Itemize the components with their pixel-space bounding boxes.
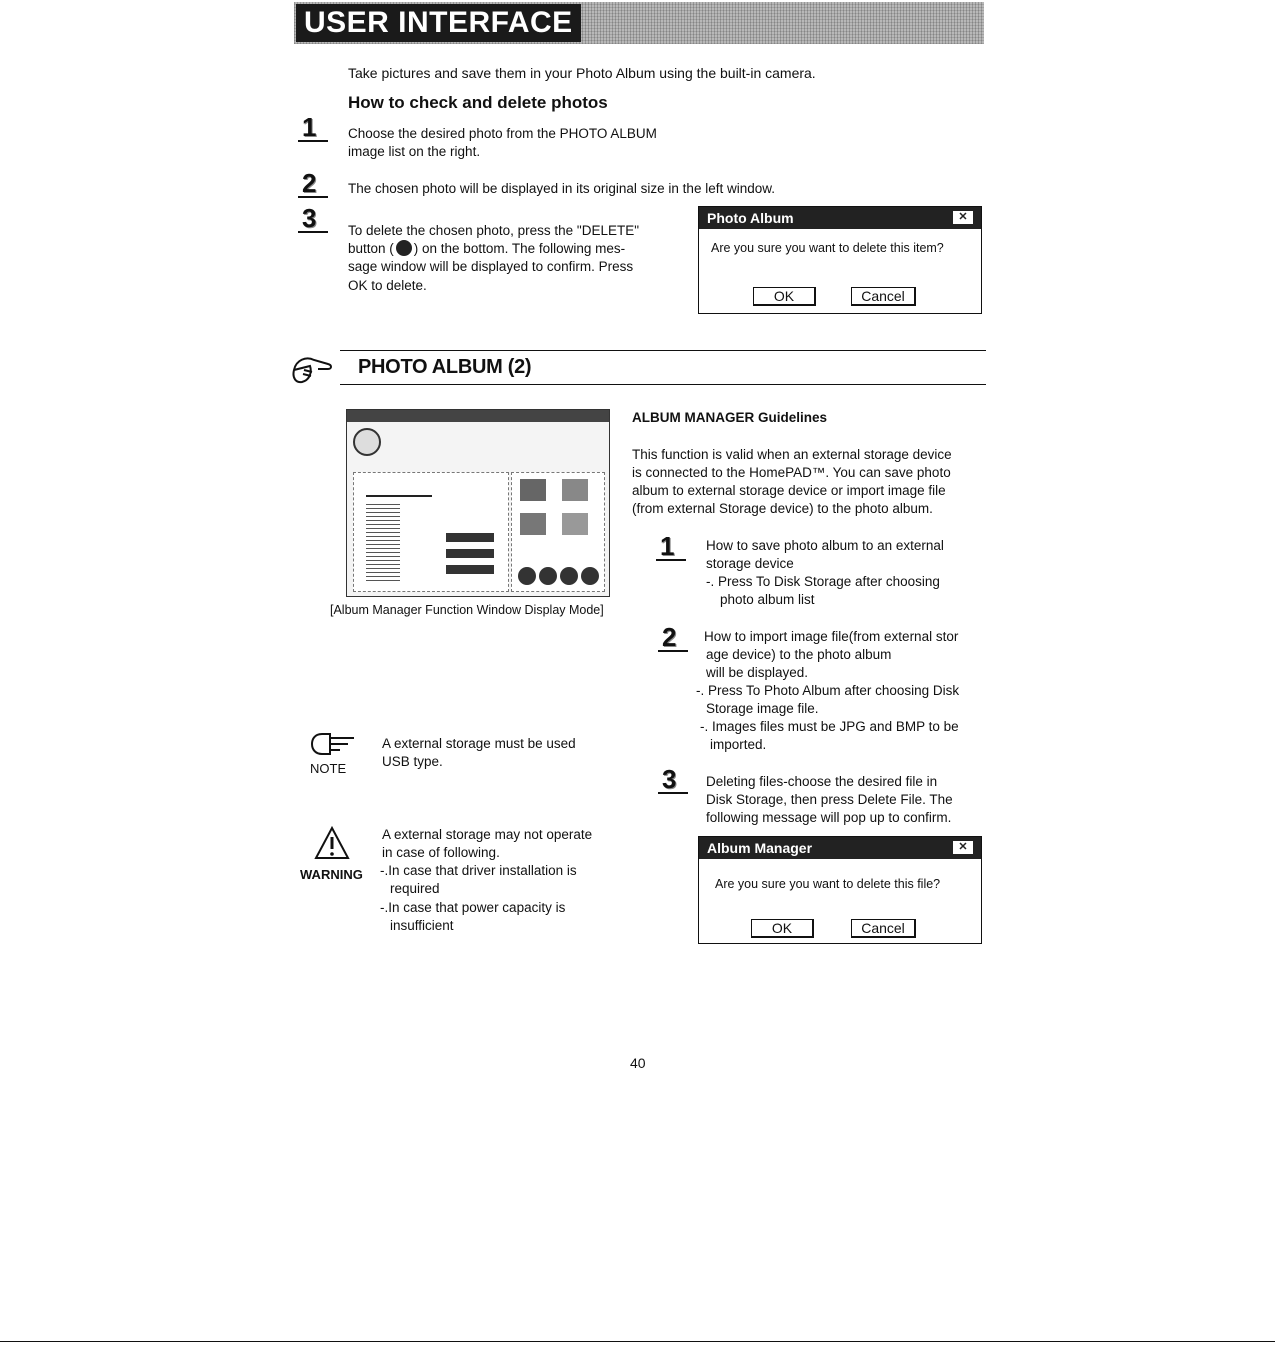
- guide-para-1: This function is valid when an external storage device: [632, 447, 952, 462]
- warning-icon: [314, 826, 350, 860]
- warning-label: WARNING: [300, 867, 363, 882]
- intro-text: Take pictures and save them in your Photo Album using the built-in camera.: [348, 65, 816, 81]
- guide-para-3: album to external storage device or import image file: [632, 483, 946, 498]
- dialog-title: Photo Album: [707, 210, 794, 226]
- screenshot-logo-icon: [353, 428, 381, 456]
- ok-button[interactable]: OK: [753, 287, 816, 306]
- screenshot-left-panel: [353, 472, 509, 592]
- page-header-title: USER INTERFACE: [296, 4, 581, 42]
- step-1-line-1: Choose the desired photo from the PHOTO ALBUM: [348, 126, 657, 141]
- album-step-2-line-6: -. Images files must be JPG and BMP to be: [700, 719, 959, 734]
- hand-icon: [290, 352, 334, 386]
- cancel-button[interactable]: Cancel: [851, 287, 916, 306]
- album-step-1-line-1: How to save photo album to an external: [706, 538, 944, 553]
- album-step-2-line-1: How to import image file(from external stor: [704, 629, 959, 644]
- step-3-line-3: sage window will be displayed to confirm. Press: [348, 259, 634, 274]
- warning-line-4: required: [390, 881, 440, 896]
- step-3-button-suffix: ) on the bottom. The following mes-: [413, 241, 626, 256]
- screenshot-thumb-4: [562, 513, 588, 535]
- album-step-1-line-2: storage device: [706, 556, 794, 571]
- page-number: 40: [630, 1055, 646, 1071]
- delete-icon: [396, 240, 412, 256]
- album-dialog-close-icon[interactable]: ✕: [953, 841, 973, 854]
- screenshot-right-panel: [511, 472, 605, 592]
- album-step-2-line-4: -. Press To Photo Album after choosing Disk: [696, 683, 960, 698]
- guidelines-title: ALBUM MANAGER Guidelines: [632, 410, 828, 425]
- album-ok-button[interactable]: OK: [751, 919, 814, 938]
- screenshot-file-list: [366, 501, 400, 581]
- step-2-line-1: The chosen photo will be displayed in its original size in the left window.: [348, 181, 775, 196]
- note-line-2: USB type.: [382, 754, 443, 769]
- album-step-2-number: 2: [658, 624, 688, 652]
- section2-bottom-rule: [340, 384, 986, 385]
- section1-heading: How to check and delete photos: [348, 93, 608, 112]
- screenshot-list-header: [366, 495, 432, 497]
- album-step-1-line-4: photo album list: [720, 592, 815, 607]
- album-step-2-line-3: will be displayed.: [706, 665, 809, 680]
- note-line-1: A external storage must be used: [382, 736, 576, 751]
- warning-line-5: -.In case that power capacity is: [380, 900, 566, 915]
- step-3-number: 3: [298, 205, 328, 233]
- album-step-3-line-3: following message will pop up to confirm.: [706, 810, 952, 825]
- screenshot-circle-3: [560, 567, 578, 585]
- album-step-3-line-2: Disk Storage, then press Delete File. The: [706, 792, 953, 807]
- album-step-2-line-7: imported.: [710, 737, 767, 752]
- guide-para-2: is connected to the HomePAD™. You can save photo: [632, 465, 951, 480]
- section2-title: PHOTO ALBUM (2): [358, 356, 532, 378]
- photo-album-dialog: [698, 206, 982, 314]
- note-hand-icon: [310, 730, 358, 758]
- album-step-3-line-1: Deleting files-choose the desired file in: [706, 774, 938, 789]
- warning-line-1: A external storage may not operate: [382, 827, 593, 842]
- step-1-number: 1: [298, 114, 328, 142]
- screenshot-thumb-2: [562, 479, 588, 501]
- screenshot-title-bar: [347, 410, 609, 422]
- dialog-message: Are you sure you want to delete this item?: [711, 241, 944, 255]
- step-2-number: 2: [298, 170, 328, 198]
- album-manager-screenshot: [346, 409, 610, 597]
- screenshot-button-3: [446, 565, 494, 574]
- album-step-1-number: 1: [656, 533, 686, 561]
- screenshot-thumb-1: [520, 479, 546, 501]
- step-1-line-2: image list on the right.: [348, 144, 481, 159]
- screenshot-circle-1: [518, 567, 536, 585]
- album-step-1-line-3: -. Press To Disk Storage after choosing: [706, 574, 940, 589]
- album-step-2-line-5: Storage image file.: [706, 701, 819, 716]
- screenshot-thumb-3: [520, 513, 546, 535]
- dialog-title-bar: [699, 207, 981, 229]
- album-dialog-title: Album Manager: [707, 840, 813, 856]
- album-step-2-line-2: age device) to the photo album: [706, 647, 892, 662]
- screenshot-caption: [Album Manager Function Window Display Mode]: [330, 603, 604, 617]
- step-3-line-2: [348, 240, 625, 258]
- album-cancel-button[interactable]: Cancel: [851, 919, 916, 938]
- note-label: NOTE: [310, 761, 347, 776]
- screenshot-button-2: [446, 549, 494, 558]
- step-3-button-prefix: button (: [348, 241, 394, 256]
- section2-top-rule: [340, 350, 986, 351]
- album-dialog-title-bar: [699, 837, 981, 859]
- album-step-3-number: 3: [658, 766, 688, 794]
- warning-line-6: insufficient: [390, 918, 454, 933]
- warning-line-3: -.In case that driver installation is: [380, 863, 577, 878]
- album-manager-dialog: [698, 836, 982, 944]
- guide-para-4: (from external Storage device) to the photo album.: [632, 501, 933, 516]
- close-icon[interactable]: ✕: [953, 211, 973, 224]
- step-3-line-1: To delete the chosen photo, press the "DELETE": [348, 223, 640, 238]
- screenshot-circle-4: [581, 567, 599, 585]
- bottom-rule: [0, 1341, 1275, 1342]
- step-3-line-4: OK to delete.: [348, 278, 427, 293]
- screenshot-circle-2: [539, 567, 557, 585]
- warning-line-2: in case of following.: [382, 845, 500, 860]
- album-dialog-message: Are you sure you want to delete this file?: [715, 877, 941, 891]
- screenshot-button-1: [446, 533, 494, 542]
